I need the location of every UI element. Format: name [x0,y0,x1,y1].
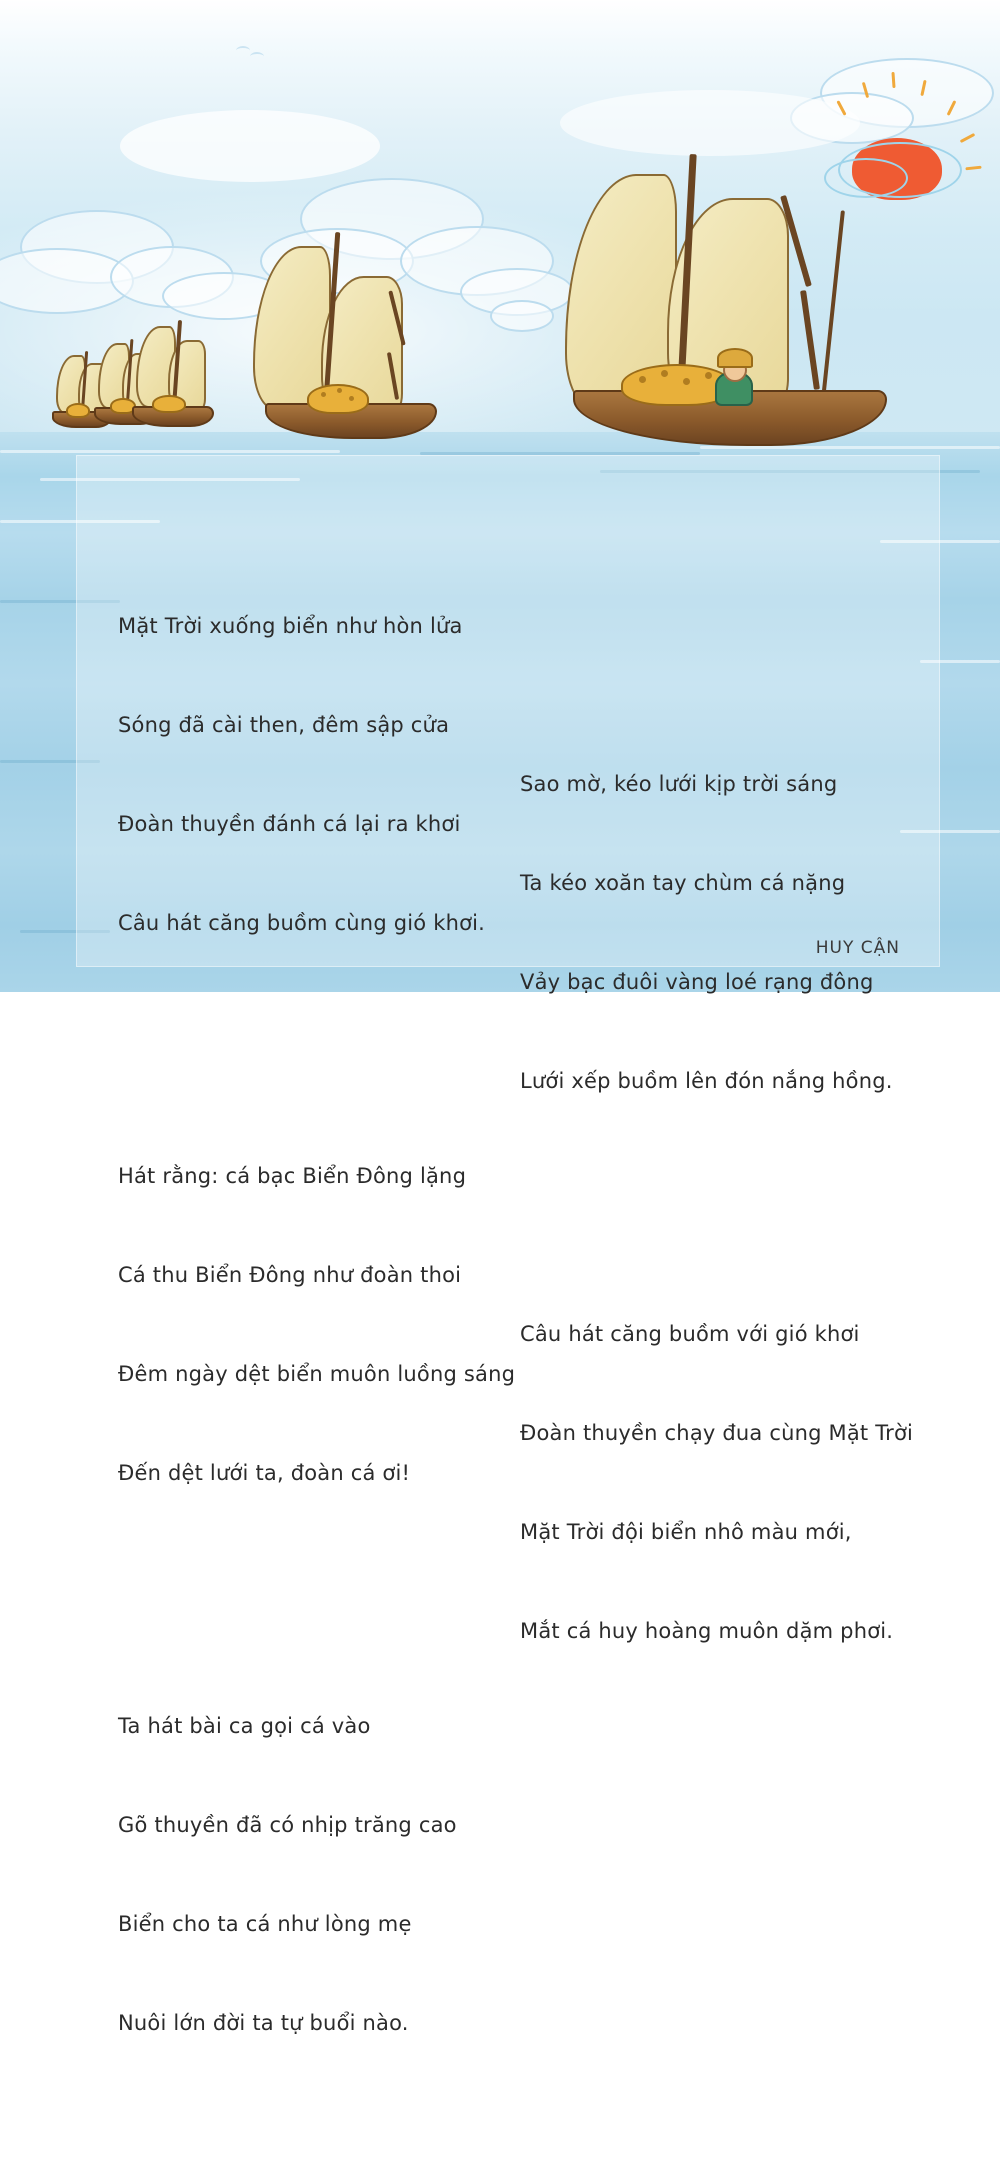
poem-line: Sao mờ, kéo lưới kịp trời sáng [520,772,838,796]
rigging [821,210,845,399]
poem-line: Gõ thuyền đã có nhịp trăng cao [118,1813,457,1837]
conical-hat-icon [717,348,753,368]
poem-line: Câu hát căng buồm với gió khơi [520,1322,860,1346]
sun-ray [947,100,957,116]
poem-line: Mắt cá huy hoàng muôn dặm phơi. [520,1619,894,1643]
cloud-soft [560,90,860,156]
sun-ray [891,72,895,88]
sun-ray [862,82,869,98]
wave-line [0,450,340,453]
poem-line: Vảy bạc đuôi vàng loé rạng đông [520,970,874,994]
poem-column-left [118,478,515,2172]
poem-stanza [118,1094,515,1556]
sun-ray [965,166,981,171]
boat-medium-2 [245,228,445,433]
poem-stanza [520,1252,913,1714]
sun-ray [920,80,926,96]
poem-stanza [118,1644,515,2106]
poem-column-right [520,636,913,1780]
poem-stanza [520,702,913,1164]
poem-stanza [118,544,515,1006]
poem-line: Mặt Trời đội biển nhô màu mới, [520,1520,852,1544]
boat-medium-1 [130,318,214,430]
poem-line: Đoàn thuyền đánh cá lại ra khơi [118,812,461,836]
sail [253,246,331,410]
poem-line: Nuôi lớn đời ta tự buổi nào. [118,2011,409,2035]
poem-author: HUY CẬN [815,938,900,958]
cargo-load [152,395,186,413]
poem-line: Đến dệt lưới ta, đoàn cá ơi! [118,1461,411,1485]
sun-ray [960,133,976,143]
poem-line: Câu hát căng buồm cùng gió khơi. [118,911,486,935]
poem-line: Hát rằng: cá bạc Biển Đông lặng [118,1164,467,1188]
poem-line: Ta kéo xoăn tay chùm cá nặng [520,871,846,895]
poem-line: Cá thu Biển Đông như đoàn thoi [118,1263,462,1287]
cargo-load [66,403,90,418]
poem-line: Sóng đã cài then, đêm sập cửa [118,713,450,737]
poem-line: Lưới xếp buồm lên đón nắng hồng. [520,1069,893,1093]
poem-line: Đêm ngày dệt biển muôn luồng sáng [118,1362,516,1386]
sun-ray [836,100,846,116]
cloud-outline [490,300,554,332]
boom [800,290,820,390]
poem-line: Đoàn thuyền chạy đua cùng Mặt Trời [520,1421,914,1445]
poem-line: Mặt Trời xuống biển như hòn lửa [118,614,463,638]
poem-line: Ta hát bài ca gọi cá vào [118,1714,371,1738]
poem-line: Biển cho ta cá như lòng mẹ [118,1912,412,1936]
boat-large [555,150,910,450]
cloud-soft [120,110,380,182]
